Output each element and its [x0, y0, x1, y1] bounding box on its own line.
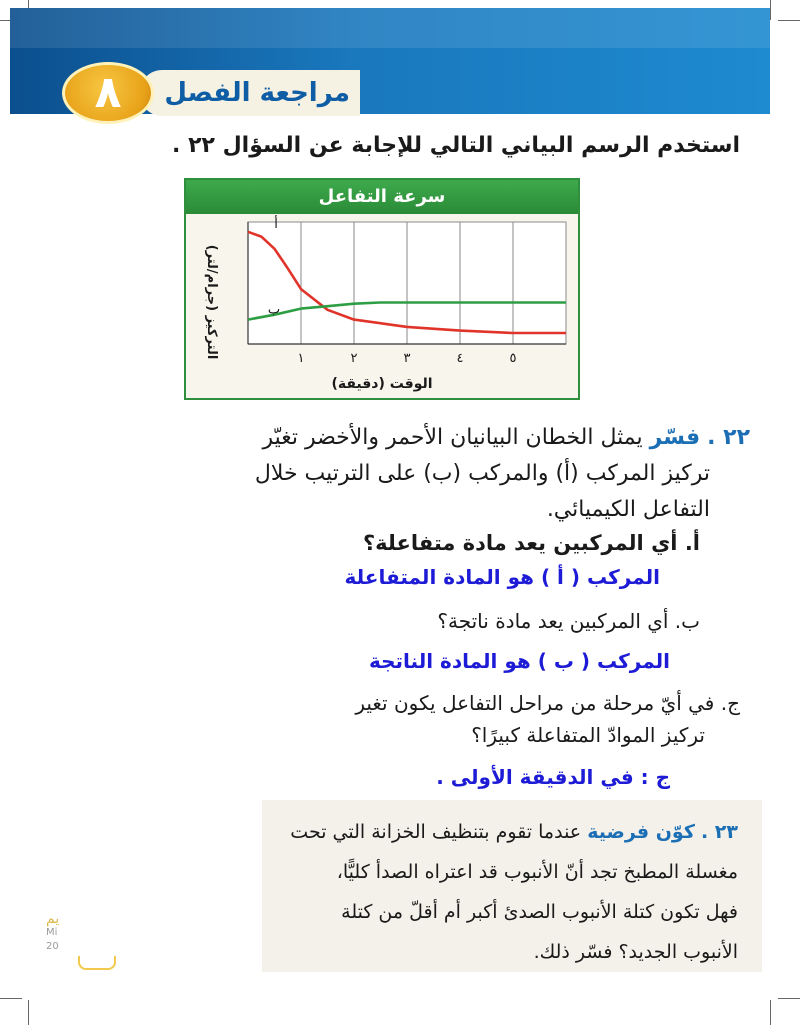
question-22-line-1 — [60, 420, 750, 456]
chart-x-tick-label: ٥ — [509, 351, 517, 366]
chart-x-tick-label: ٤ — [456, 351, 464, 366]
question-22-text-1: يمثل الخطان البيانيان الأحمر والأخضر تغيّر — [262, 425, 643, 450]
question-22-part-c-line-2: تركيز الموادّ المتفاعلة كبيرًا؟ — [471, 723, 705, 747]
chart-x-tick-label: ٣ — [403, 351, 411, 366]
question-23-text-3: فهل تكون كتلة الأنبوب الصدئ أكبر أم أقلّ من كتلة — [341, 901, 738, 923]
question-23-number: ٢٣ . — [700, 821, 738, 843]
margin-note-line-2: Mi — [46, 927, 58, 938]
question-22-part-c-line-1: ج. في أيّ مرحلة من مراحل التفاعل يكون تغير — [355, 691, 740, 715]
margin-note-line-3: 20 — [46, 941, 59, 952]
question-23-line-1 — [268, 812, 738, 852]
chart-series-label: ب — [267, 302, 281, 318]
chapter-title: مراجعة الفصل — [164, 78, 350, 108]
question-22-text-2: تركيز المركب (أ) والمركب (ب) على الترتيب خلال — [254, 461, 710, 486]
chapter-number: ٨ — [94, 67, 122, 118]
question-22-part-b: ب. أي المركبين يعد مادة ناتجة؟ — [437, 609, 700, 633]
answer-22-a: المركب ( أ ) هو المادة المتفاعلة — [344, 565, 660, 589]
chart-x-axis-label: الوقت (دقيقة) — [331, 376, 433, 392]
crop-mark — [770, 0, 771, 20]
crop-mark — [0, 998, 22, 999]
answer-22-b: المركب ( ب ) هو المادة الناتجة — [368, 649, 670, 673]
chart-series-label: أ — [274, 216, 278, 232]
chart-title: سرعة التفاعل — [318, 186, 446, 207]
crop-mark — [28, 1000, 29, 1025]
question-23-keyword: كوّن فرضية — [587, 821, 695, 843]
margin-note-line-1: يم — [46, 911, 60, 927]
chart-x-tick-label: ١ — [297, 351, 305, 366]
chart-x-tick-label: ٢ — [350, 351, 358, 366]
answer-22-c: ج : في الدقيقة الأولى . — [436, 765, 670, 789]
question-23 — [268, 812, 738, 972]
crop-mark — [770, 1000, 771, 1025]
question-23-text-2: مغسلة المطبخ تجد أنّ الأنبوب قد اعتراه الصدأ كليًّا، — [336, 861, 738, 883]
margin-tab — [78, 956, 116, 970]
question-22-number: ٢٢ . — [707, 425, 750, 450]
question-22 — [60, 420, 750, 528]
margin-note — [46, 912, 86, 962]
crop-mark — [778, 998, 800, 999]
instruction-text: استخدم الرسم البياني التالي للإجابة عن السؤال ٢٢ . — [172, 133, 740, 158]
chart-plot — [186, 214, 578, 400]
question-22-keyword: فسّر — [649, 425, 701, 450]
question-22-part-a: أ. أي المركبين يعد مادة متفاعلة؟ — [363, 531, 700, 555]
crop-mark — [778, 20, 800, 21]
chart-y-axis-label: التركيز (جرام/لتر) — [204, 244, 219, 360]
question-23-text-4: الأنبوب الجديد؟ فسّر ذلك. — [533, 941, 738, 963]
question-22-text-3: التفاعل الكيميائي. — [546, 497, 710, 522]
question-23-text-1: عندما تقوم بتنظيف الخزانة التي تحت — [290, 821, 582, 843]
reaction-rate-chart — [184, 178, 580, 400]
